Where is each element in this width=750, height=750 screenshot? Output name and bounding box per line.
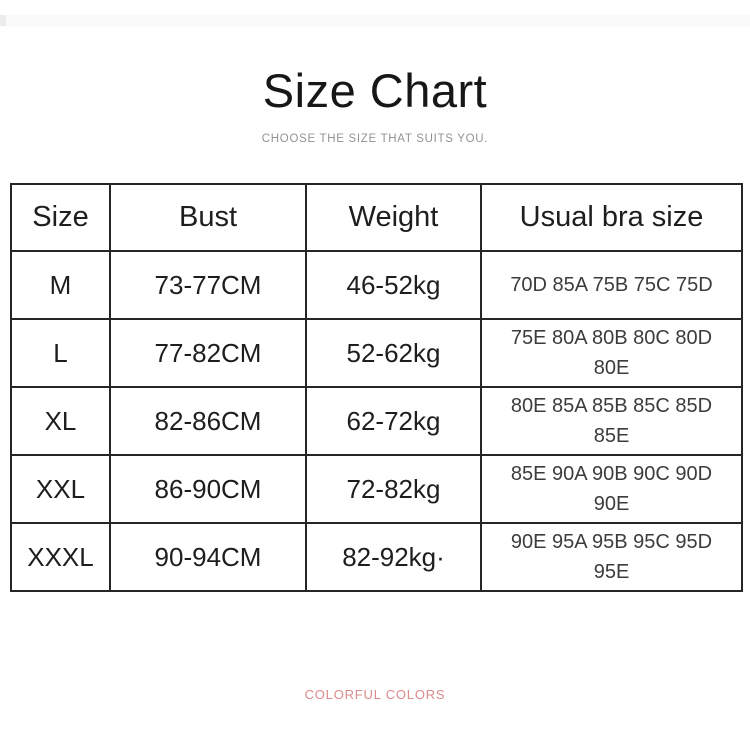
header-size: Size <box>11 184 110 251</box>
bra-size-cell <box>481 319 742 387</box>
bra-size-cell <box>481 387 742 455</box>
weight-cell: 52-62kg <box>306 319 481 387</box>
header-usual-bra-size: Usual bra size <box>481 184 742 251</box>
page-subtitle: CHOOSE THE SIZE THAT SUITS YOU. <box>261 133 489 145</box>
weight-cell: 72-82kg <box>306 455 481 523</box>
bra-size-cell <box>481 523 742 591</box>
size-cell: M <box>11 251 110 319</box>
bra-size-text: 75E 80A 80B 80C 80D 80E <box>510 327 713 379</box>
size-chart-table <box>10 183 743 592</box>
size-cell: XL <box>11 387 110 455</box>
bust-cell: 90-94CM <box>110 523 306 591</box>
page-title: Size Chart <box>262 64 488 117</box>
bust-cell: 82-86CM <box>110 387 306 455</box>
bust-cell: 86-90CM <box>110 455 306 523</box>
table-row-l <box>11 319 742 387</box>
header-bust: Bust <box>110 184 306 251</box>
size-cell: XXXL <box>11 523 110 591</box>
bra-size-text: 90E 95A 95B 95C 95D 95E <box>510 531 713 583</box>
header-weight: Weight <box>306 184 481 251</box>
top-band-smudge <box>0 15 6 26</box>
table-row-m <box>11 251 742 319</box>
bra-size-cell <box>481 251 742 319</box>
table-row-xxxl <box>11 523 742 591</box>
weight-cell: 46-52kg <box>306 251 481 319</box>
table-row-xxl <box>11 455 742 523</box>
top-band-decoration <box>0 15 750 26</box>
table-header-row <box>11 184 742 251</box>
table-row-xl <box>11 387 742 455</box>
brand-footer-text: COLORFUL COLORS <box>304 687 446 702</box>
bust-cell: 73-77CM <box>110 251 306 319</box>
bra-size-text: 85E 90A 90B 90C 90D 90E <box>510 463 713 515</box>
bra-size-cell <box>481 455 742 523</box>
size-cell: XXL <box>11 455 110 523</box>
weight-cell: 82-92kg· <box>306 523 481 591</box>
bra-size-text: 70D 85A 75B 75C 75D <box>510 274 713 296</box>
size-cell: L <box>11 319 110 387</box>
weight-cell: 62-72kg <box>306 387 481 455</box>
bra-size-text: 80E 85A 85B 85C 85D 85E <box>510 395 713 447</box>
bust-cell: 77-82CM <box>110 319 306 387</box>
